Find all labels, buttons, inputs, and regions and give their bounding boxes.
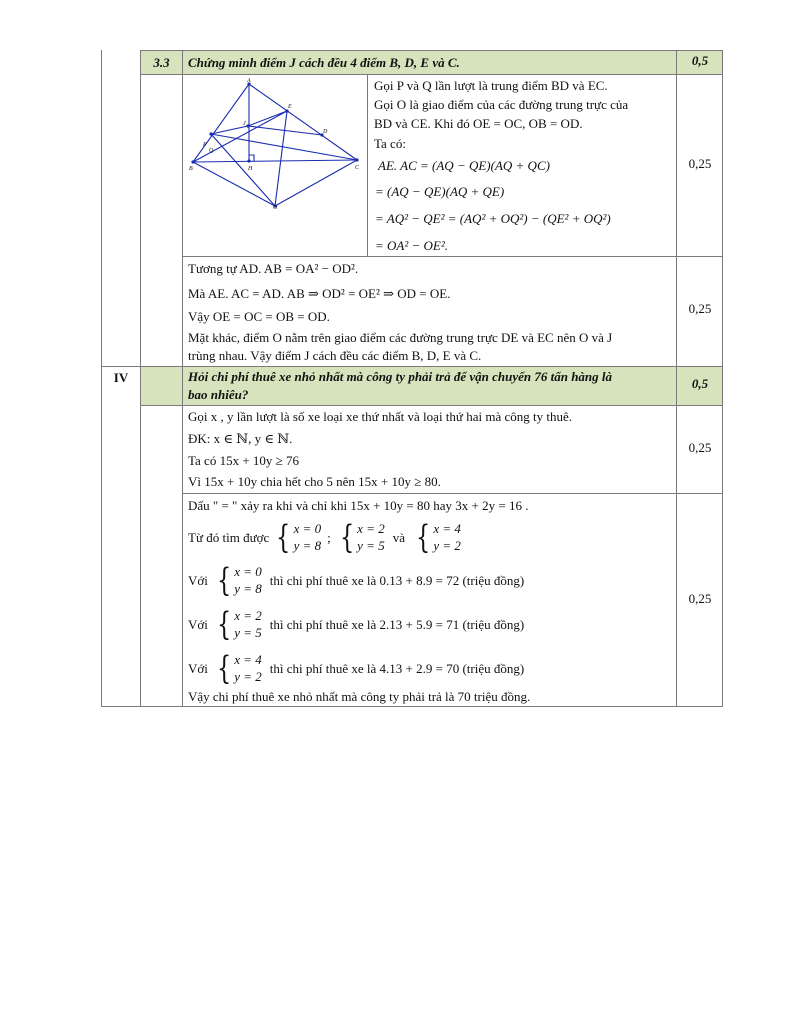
label-B: B xyxy=(189,166,193,172)
section-title-IV-cont: bao nhiêu? xyxy=(188,387,249,402)
proof-line: Gọi O là giao điểm của các đường trung trực của xyxy=(374,97,629,112)
proof-line: Gọi P và Q lần lượt là trung điểm BD và EC. xyxy=(374,78,608,93)
score-IV: 0,5 xyxy=(691,376,709,391)
section-title-IV: Hỏi chi phí thuê xe nhỏ nhất mà công ty phải trả để vận chuyển 76 tấn hàng là xyxy=(188,369,613,384)
label-H: H xyxy=(248,166,253,172)
score-3-3-part2: 0,25 xyxy=(688,301,712,316)
proof-line: BD và CE. Khi đó OE = OC, OB = OD. xyxy=(374,116,583,131)
system-3: x = 4 y = 2 xyxy=(433,521,461,553)
section-title-3-3: Chứng minh điểm J cách đều 4 điểm B, D, E và C. xyxy=(188,55,460,70)
proof-line: Mà AE. AC = AD. AB ⇒ OD² = OE² ⇒ OD = OE. xyxy=(188,286,451,301)
proof-line: Mặt khác, điểm O nằm trên giao điểm các đường trung trực DE và EC nên O và J xyxy=(188,330,613,345)
solution-line: Vì 15x + 10y chia hết cho 5 nên 15x + 10y ≥ 80. xyxy=(188,474,441,489)
proof-line: Tương tự AD. AB = OA² − OD². xyxy=(188,261,359,276)
solution-line: ĐK: x ∈ ℕ, y ∈ ℕ. xyxy=(188,431,293,446)
proof-equation: AE. AC = (AQ − QE)(AQ + QC) xyxy=(378,158,550,173)
score-3-3: 0,5 xyxy=(691,53,709,68)
score-IV-part2: 0,25 xyxy=(688,591,712,606)
system-2: x = 2 y = 5 xyxy=(357,521,385,553)
label-Q: Q xyxy=(209,148,214,154)
label-J: J xyxy=(243,121,246,127)
system-1: x = 0 y = 8 xyxy=(293,521,322,553)
label-D: D xyxy=(323,129,328,135)
label-P: P xyxy=(203,142,207,148)
proof-line: Ta có: xyxy=(374,136,406,151)
case-1: Với { x = 0 y = 8 thì chi phí thuê xe là 0.13 + 8.9 = 72 (triệu đồng) xyxy=(188,561,525,599)
systems-found: Từ đó tìm được { x = 0 y = 8 ; { x = 2 y = 5 và { x = 4 y = 2 xyxy=(188,518,461,556)
label-O: O xyxy=(273,205,278,210)
proof-equation: = OA² − OE². xyxy=(375,238,448,253)
proof-line: trùng nhau. Vậy điểm J cách đều các điểm B, D, E và C. xyxy=(188,348,482,363)
section-number-3-3: 3.3 xyxy=(153,55,170,70)
score-IV-part1: 0,25 xyxy=(688,440,712,455)
section-number-IV: IV xyxy=(113,370,129,385)
case-3: Với { x = 4 y = 2 thì chi phí thuê xe là 4.13 + 2.9 = 70 (triệu đồng) xyxy=(188,649,525,687)
solution-line: Ta có 15x + 10y ≥ 76 xyxy=(188,453,300,468)
label-E: E xyxy=(288,104,292,110)
label-C: C xyxy=(355,165,360,171)
label-A: A xyxy=(247,78,251,84)
answer-table xyxy=(101,50,723,707)
score-3-3-part1: 0,25 xyxy=(688,156,712,171)
geometry-figure xyxy=(187,78,363,210)
proof-equation: = AQ² − QE² = (AQ² + OQ²) − (QE² + OQ²) xyxy=(375,211,611,226)
conclusion: Vậy chi phí thuê xe nhỏ nhất mà công ty phải trả là 70 triệu đồng. xyxy=(188,689,531,704)
solution-line: Dấu " = " xảy ra khi và chỉ khi 15x + 10y = 80 hay 3x + 2y = 16 . xyxy=(188,498,529,513)
solution-line: Gọi x , y lần lượt là số xe loại xe thứ nhất và loại thứ hai mà công ty thuê. xyxy=(188,409,572,424)
proof-equation: = (AQ − QE)(AQ + QE) xyxy=(375,184,505,199)
proof-line: Vậy OE = OC = OB = OD. xyxy=(188,309,330,324)
case-2: Với { x = 2 y = 5 thì chi phí thuê xe là 2.13 + 5.9 = 71 (triệu đồng) xyxy=(188,605,525,643)
